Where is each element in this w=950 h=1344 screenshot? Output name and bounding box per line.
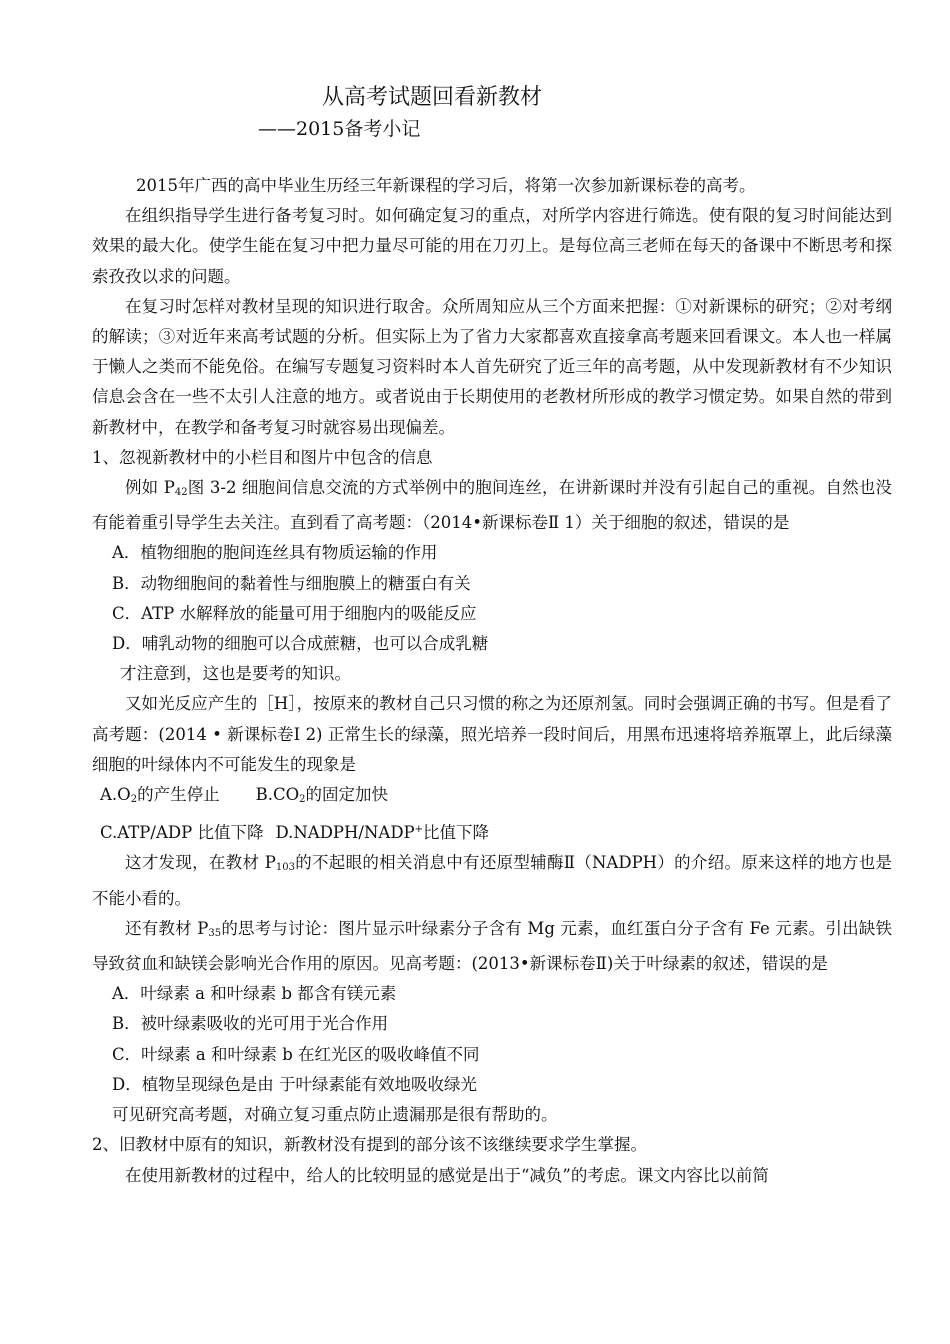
section-1-heading: 1、忽视新教材中的小栏目和图片中包含的信息 bbox=[92, 447, 433, 467]
option-b-text: B.CO bbox=[255, 785, 300, 805]
section-2-paragraph-1: 在使用新教材的过程中，给人的比较明显的感觉是出于“减负”的考虑。课文内容比以前简 bbox=[125, 1165, 769, 1185]
example-2-option-a bbox=[100, 785, 220, 804]
example-3-text: 的思考与讨论：图片显示叶绿素分子含有 Mg 元素，血红蛋白分子含有 Fe 元素。引出缺铁导致贫血和缺镁会影响光合作用的原因。见高考题：(2013•新课标卷Ⅱ)关于叶绿素的叙述，错误的是 bbox=[92, 918, 892, 974]
example-2-options-cd bbox=[92, 815, 892, 848]
example-3-option-b: B．被叶绿素吸收的光可用于光合作用 bbox=[112, 1014, 389, 1034]
intro-paragraph-3: 在复习时怎样对教材呈现的知识进行取舍。众所周知应从三个方面来把握：①对新课标的研究；②对考纲的解读；③对近年来高考试题的分析。但实际上为了省力大家都喜欢直接拿高考题来回看课文。本人也一样属于懒人之类而不能免俗。在编写专题复习资料时本人首先研究了近三年的高考题，从中发现新教材有不少知识信息会含在一些不太引人注意的地方。或者说由于长期使用的老教材所形成的教学习惯定势。如果自然的带到新教材中，在教学和备考复习时就容易出现偏差。 bbox=[92, 296, 892, 437]
option-a-subscript: 2 bbox=[130, 794, 138, 806]
example-1-option-a: A．植物细胞的胞间连丝具有物质运输的作用 bbox=[112, 543, 438, 563]
example-2-options-ab bbox=[92, 780, 892, 815]
example-2-option-c: C.ATP/ADP 比值下降 bbox=[100, 823, 264, 843]
example-1-page-number: 42 bbox=[174, 487, 188, 499]
example-3-paragraph bbox=[92, 914, 892, 979]
example-1-option-c: C．ATP 水解释放的能量可用于细胞内的吸能反应 bbox=[112, 603, 477, 623]
document-body bbox=[92, 171, 892, 1191]
example-3-note: 可见研究高考题，对确立复习重点防止遗漏那是很有帮助的。 bbox=[112, 1105, 558, 1125]
example-1-option-b: B．动物细胞间的黏着性与细胞膜上的糖蛋白有关 bbox=[112, 573, 471, 593]
option-a-suffix: 的产生停止 bbox=[137, 785, 220, 805]
option-b-subscript: 2 bbox=[299, 794, 306, 806]
option-d-superscript: + bbox=[414, 824, 424, 836]
example-2-note-prefix: 这才发现，在教材 P bbox=[125, 853, 276, 873]
example-3-option-d: D．植物呈现绿色是由 于叶绿素能有效地吸收绿光 bbox=[112, 1074, 477, 1094]
example-1-text: 图 3-2 细胞间信息交流的方式举例中的胞间连丝，在讲新课时并没有引起自己的重视。自然也没有能着重引导学生去关注。直到看了高考题：（2014•新课标卷Ⅱ 1）关于细胞的叙述，错误的是 bbox=[92, 478, 892, 533]
example-2-note-text: 的不起眼的相关消息中有还原型辅酶Ⅱ（NADPH）的介绍。原来这样的地方也是不能小看的。 bbox=[92, 853, 892, 908]
example-2-option-b bbox=[256, 785, 388, 804]
example-2-paragraph: 又如光反应产生的［H］，按原来的教材自己只习惯的称之为还原剂氢。同时会强调正确的书写。但是看了高考题：(2014 • 新课标卷Ⅰ 2) 正常生长的绿藻，照光培养一段时间后，用黑布迅速将培养瓶罩上，此后绿藻细胞的叶绿体内不可能发生的现象是 bbox=[92, 694, 892, 774]
option-a-text: A.O bbox=[100, 785, 131, 805]
option-d-suffix: 比值下降 bbox=[423, 823, 490, 843]
page-title: 从高考试题回看新教材 bbox=[322, 85, 543, 110]
intro-paragraph-2: 在组织指导学生进行备考复习时。如何确定复习的重点，对所学内容进行筛选。使有限的复习时间能达到效果的最大化。使学生能在复习中把力量尽可能的用在刀刃上。是每位高三老师在每天的备课中不断思考和探索孜孜以求的问题。 bbox=[92, 206, 892, 286]
page-subtitle: ——2015备考小记 bbox=[258, 118, 421, 140]
example-3-option-a: A．叶绿素 a 和叶绿素 b 都含有镁元素 bbox=[112, 984, 397, 1004]
section-2-heading: 2、旧教材中原有的知识，新教材没有提到的部分该不该继续要求学生掌握。 bbox=[92, 1135, 647, 1155]
intro-paragraph-1: 2015年广西的高中毕业生历经三年新课程的学习后，将第一次参加新课标卷的高考。 bbox=[136, 176, 756, 195]
option-b-suffix: 的固定加快 bbox=[305, 785, 388, 805]
example-2-note bbox=[92, 848, 892, 913]
example-1-paragraph bbox=[92, 473, 892, 538]
example-3-page-number: 35 bbox=[208, 927, 222, 939]
example-2-page-number: 103 bbox=[275, 862, 295, 874]
example-1-prefix: 例如 P bbox=[125, 478, 175, 498]
example-3-prefix: 还有教材 P bbox=[125, 918, 209, 938]
example-2-option-d bbox=[275, 823, 489, 842]
example-1-note: 才注意到，这也是要考的知识。 bbox=[120, 664, 351, 684]
option-d-text: D.NADPH/NADP bbox=[275, 823, 415, 843]
example-3-option-c: C．叶绿素 a 和叶绿素 b 在红光区的吸收峰值不同 bbox=[112, 1044, 480, 1064]
example-1-option-d: D．哺乳动物的细胞可以合成蔗糖，也可以合成乳糖 bbox=[112, 634, 489, 654]
